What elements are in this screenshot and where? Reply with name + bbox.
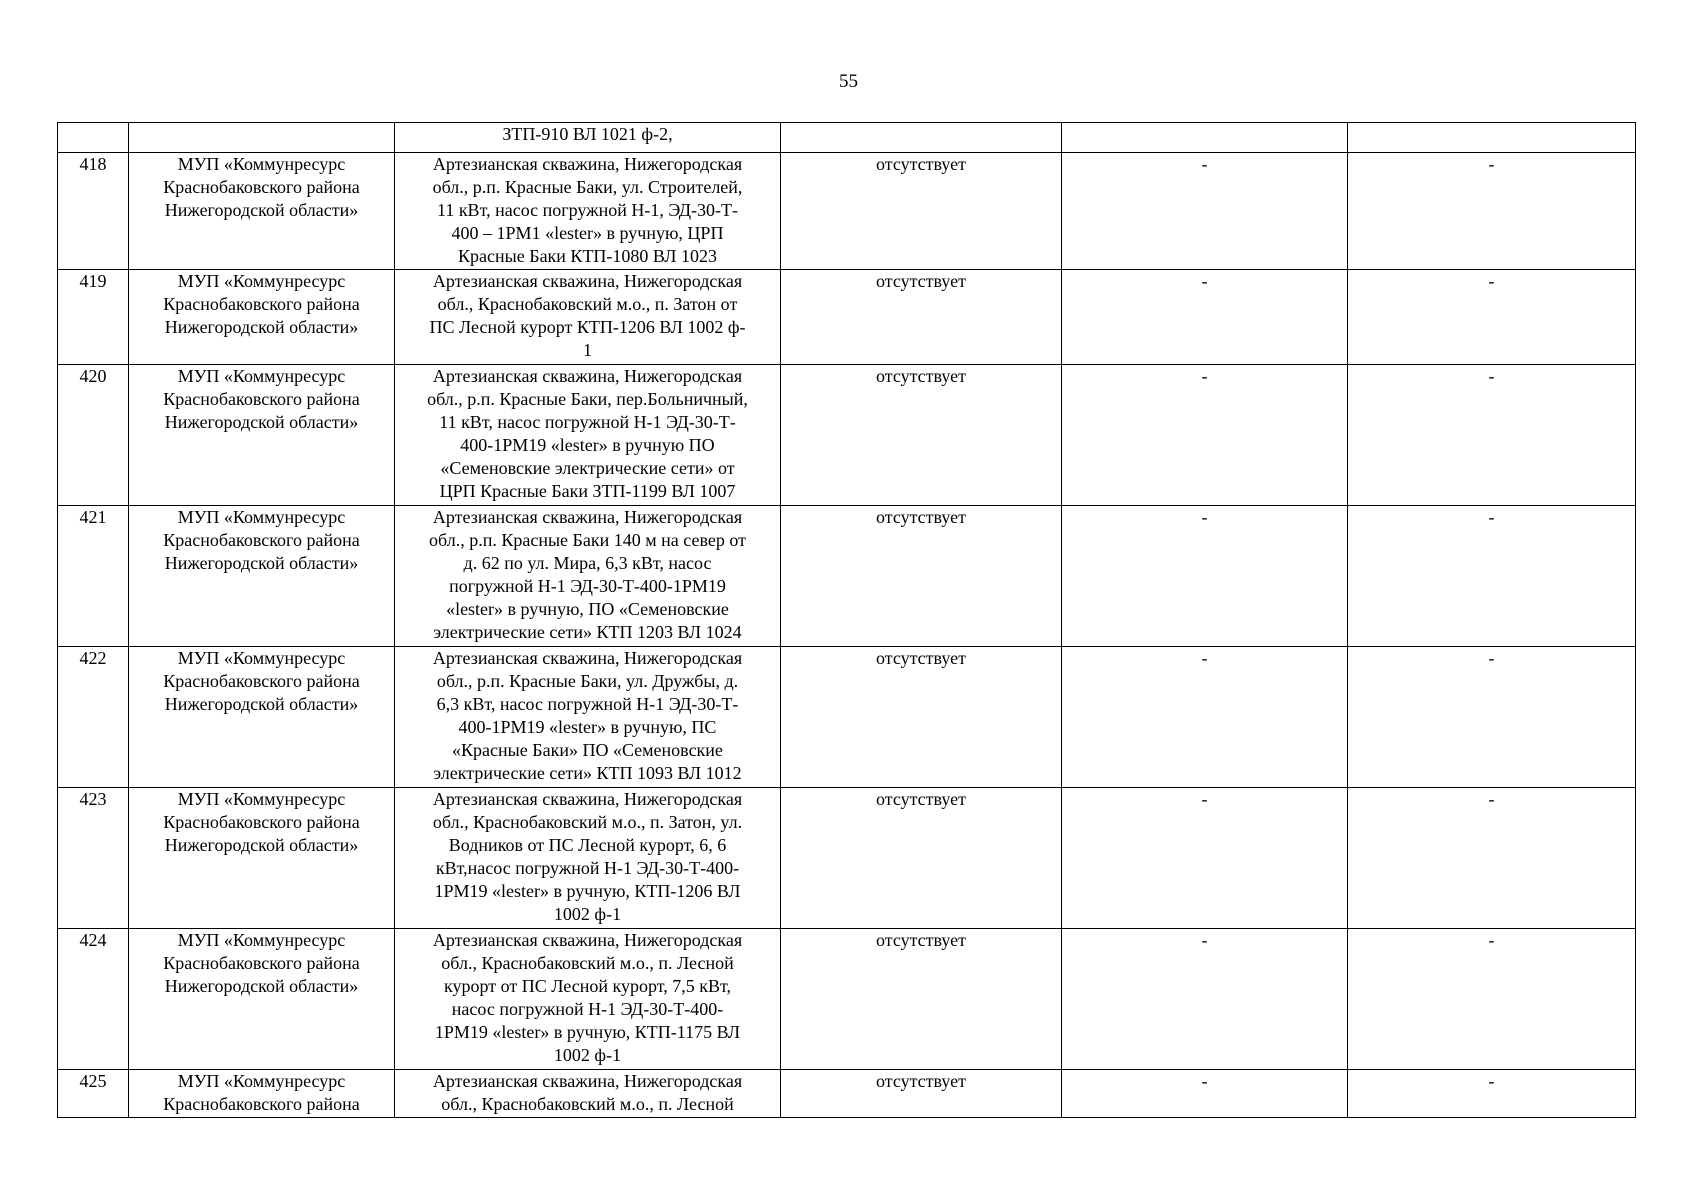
cell-number — [58, 123, 129, 153]
table-row — [58, 647, 1636, 788]
cell-object: Артезианская скважина, Нижегородская обл., р.п. Красные Баки, пер.Больничный, 11 кВт, насос погружной Н-1 ЭД-30-Т- 400-1РМ19 «lester» в ручную ПО «Семеновские электрические сети» от ЦРП Красные Баки ЗТП-1199 ВЛ 1007 — [395, 365, 781, 506]
cell-status: отсутствует — [781, 506, 1062, 647]
page-number: 55 — [839, 71, 858, 92]
cell-organization: МУП «Коммунресурс Краснобаковского района Нижегородской области» — [129, 506, 395, 647]
cell-status: отсутствует — [781, 153, 1062, 270]
cell-organization: МУП «Коммунресурс Краснобаковского района Нижегородской области» — [129, 153, 395, 270]
table-row — [58, 123, 1636, 153]
cell-column-a: - — [1062, 506, 1348, 647]
cell-number: 422 — [58, 647, 129, 788]
cell-object: Артезианская скважина, Нижегородская обл., Краснобаковский м.о., п. Лесной — [395, 1070, 781, 1118]
table-row — [58, 1070, 1636, 1118]
table-row — [58, 153, 1636, 270]
cell-column-a: - — [1062, 929, 1348, 1070]
cell-number: 424 — [58, 929, 129, 1070]
cell-organization: МУП «Коммунресурс Краснобаковского района Нижегородской области» — [129, 365, 395, 506]
cell-column-b: - — [1348, 153, 1636, 270]
registry-table — [57, 122, 1636, 1118]
cell-number: 421 — [58, 506, 129, 647]
cell-column-b: - — [1348, 929, 1636, 1070]
table-row — [58, 270, 1636, 365]
cell-status: отсутствует — [781, 647, 1062, 788]
cell-organization: МУП «Коммунресурс Краснобаковского района — [129, 1070, 395, 1118]
cell-column-a — [1062, 123, 1348, 153]
cell-number: 420 — [58, 365, 129, 506]
table-row — [58, 365, 1636, 506]
cell-column-a: - — [1062, 365, 1348, 506]
table-row — [58, 929, 1636, 1070]
cell-object: Артезианская скважина, Нижегородская обл., р.п. Красные Баки, ул. Дружбы, д. 6,3 кВт, насос погружной Н-1 ЭД-30-Т- 400-1РМ19 «lester» в ручную, ПС «Красные Баки» ПО «Семеновские электрические сети» КТП 1093 ВЛ 1012 — [395, 647, 781, 788]
cell-column-a: - — [1062, 270, 1348, 365]
cell-column-b: - — [1348, 647, 1636, 788]
cell-organization — [129, 123, 395, 153]
cell-object: Артезианская скважина, Нижегородская обл., р.п. Красные Баки, ул. Строителей, 11 кВт, насос погружной Н-1, ЭД-30-Т- 400 – 1РМ1 «lester» в ручную, ЦРП Красные Баки КТП-1080 ВЛ 1023 — [395, 153, 781, 270]
cell-object: ЗТП-910 ВЛ 1021 ф-2, — [395, 123, 781, 153]
cell-column-b: - — [1348, 365, 1636, 506]
cell-column-b: - — [1348, 1070, 1636, 1118]
cell-status: отсутствует — [781, 1070, 1062, 1118]
cell-object: Артезианская скважина, Нижегородская обл., Краснобаковский м.о., п. Затон от ПС Лесной курорт КТП-1206 ВЛ 1002 ф- 1 — [395, 270, 781, 365]
cell-object: Артезианская скважина, Нижегородская обл., Краснобаковский м.о., п. Лесной курорт от ПС Лесной курорт, 7,5 кВт, насос погружной Н-1 ЭД-30-Т-400- 1РМ19 «lester» в ручную, КТП-1175 ВЛ 1002 ф-1 — [395, 929, 781, 1070]
cell-object: Артезианская скважина, Нижегородская обл., Краснобаковский м.о., п. Затон, ул. Водников от ПС Лесной курорт, 6, 6 кВт,насос погружной Н-1 ЭД-30-Т-400- 1РМ19 «lester» в ручную, КТП-1206 ВЛ 1002 ф-1 — [395, 788, 781, 929]
cell-number: 425 — [58, 1070, 129, 1118]
cell-organization: МУП «Коммунресурс Краснобаковского района Нижегородской области» — [129, 788, 395, 929]
cell-organization: МУП «Коммунресурс Краснобаковского района Нижегородской области» — [129, 647, 395, 788]
cell-column-b: - — [1348, 788, 1636, 929]
cell-number: 418 — [58, 153, 129, 270]
cell-organization: МУП «Коммунресурс Краснобаковского района Нижегородской области» — [129, 270, 395, 365]
cell-status: отсутствует — [781, 929, 1062, 1070]
cell-column-a: - — [1062, 153, 1348, 270]
cell-status: отсутствует — [781, 788, 1062, 929]
cell-status: отсутствует — [781, 270, 1062, 365]
cell-column-b: - — [1348, 270, 1636, 365]
cell-column-a: - — [1062, 647, 1348, 788]
cell-column-a: - — [1062, 788, 1348, 929]
table-row — [58, 788, 1636, 929]
cell-object: Артезианская скважина, Нижегородская обл., р.п. Красные Баки 140 м на север от д. 62 по ул. Мира, 6,3 кВт, насос погружной Н-1 ЭД-30-Т-400-1РМ19 «lester» в ручную, ПО «Семеновские электрические сети» КТП 1203 ВЛ 1024 — [395, 506, 781, 647]
cell-number: 423 — [58, 788, 129, 929]
cell-column-a: - — [1062, 1070, 1348, 1118]
cell-column-b — [1348, 123, 1636, 153]
cell-status — [781, 123, 1062, 153]
cell-status: отсутствует — [781, 365, 1062, 506]
cell-column-b: - — [1348, 506, 1636, 647]
table-row — [58, 506, 1636, 647]
cell-number: 419 — [58, 270, 129, 365]
cell-organization: МУП «Коммунресурс Краснобаковского района Нижегородской области» — [129, 929, 395, 1070]
